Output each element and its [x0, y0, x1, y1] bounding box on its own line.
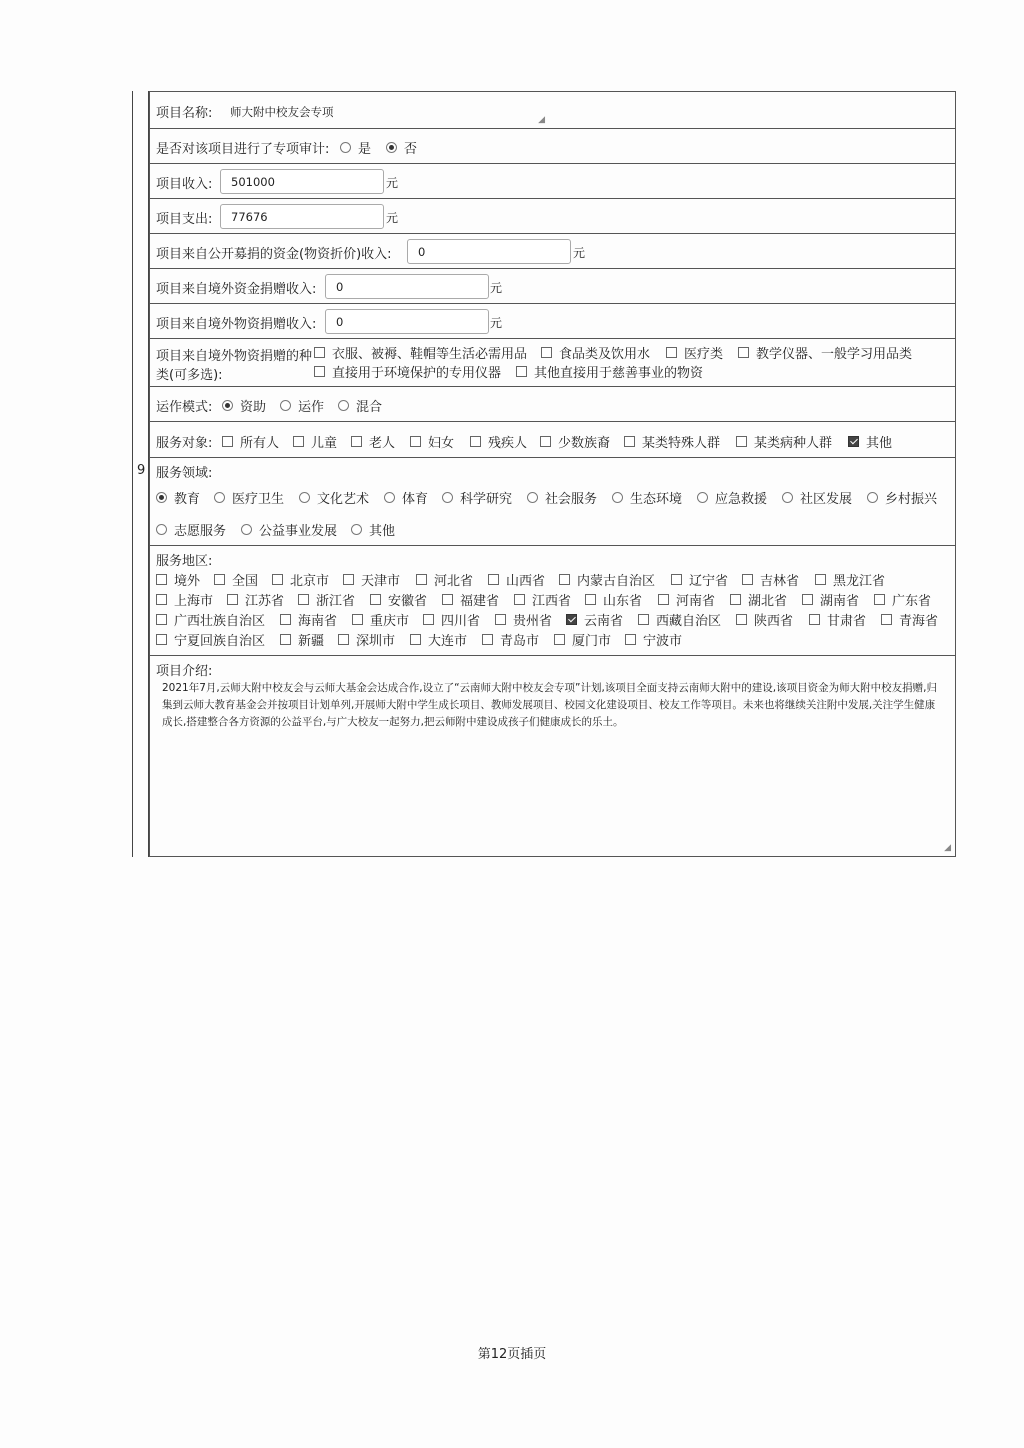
project-name-row: [149, 91, 956, 128]
radio-icon[interactable]: [222, 400, 233, 411]
region-option-tianjin[interactable]: 天津市: [343, 570, 400, 589]
region-option-jilin[interactable]: 吉林省: [742, 570, 799, 589]
region-option-yunnan[interactable]: 云南省: [566, 610, 623, 629]
goods-option-daily-necessities[interactable]: 衣服、被褥、鞋帽等生活必需用品: [314, 343, 527, 362]
foreign-goods-unit: 元: [490, 316, 503, 330]
checkbox-icon[interactable]: [222, 436, 233, 447]
field-option-culture-arts[interactable]: 文化艺术: [299, 488, 369, 507]
checkbox-icon[interactable]: [541, 347, 552, 358]
checkbox-icon[interactable]: [370, 594, 381, 605]
region-option-ningbo[interactable]: 宁波市: [625, 630, 682, 649]
checkbox-icon[interactable]: [343, 574, 354, 585]
radio-icon[interactable]: [299, 492, 310, 503]
checkbox-icon[interactable]: [658, 594, 669, 605]
expense-label: 项目支出:: [156, 212, 213, 227]
checkbox-icon[interactable]: [338, 634, 349, 645]
region-option-chongqing[interactable]: 重庆市: [352, 610, 409, 629]
target-option-women[interactable]: 妇女: [410, 432, 454, 451]
field-option-ecology[interactable]: 生态环境: [612, 488, 682, 507]
service-target-row: [149, 421, 956, 457]
checkbox-icon[interactable]: [624, 436, 635, 447]
region-option-heilongjiang[interactable]: 黑龙江省: [815, 570, 885, 589]
checkbox-icon[interactable]: [156, 594, 167, 605]
goods-types-row: [149, 338, 956, 386]
checkbox-icon[interactable]: [482, 634, 493, 645]
checkbox-checked-icon[interactable]: [566, 614, 577, 625]
checkbox-icon[interactable]: [638, 614, 649, 625]
radio-icon[interactable]: [351, 524, 362, 535]
region-option-hainan[interactable]: 海南省: [280, 610, 337, 629]
radio-icon[interactable]: [697, 492, 708, 503]
target-option-ethnic-minorities[interactable]: 少数族裔: [540, 432, 610, 451]
checkbox-icon[interactable]: [514, 594, 525, 605]
region-option-dalian[interactable]: 大连市: [410, 630, 467, 649]
region-option-inner-mongolia[interactable]: 内蒙古自治区: [559, 570, 655, 589]
region-option-xinjiang[interactable]: 新疆: [280, 630, 324, 649]
field-option-healthcare[interactable]: 医疗卫生: [214, 488, 284, 507]
field-option-social-services[interactable]: 社会服务: [527, 488, 597, 507]
radio-icon[interactable]: [867, 492, 878, 503]
checkbox-checked-icon[interactable]: [848, 436, 859, 447]
target-option-special-groups[interactable]: 某类特殊人群: [624, 432, 720, 451]
checkbox-icon[interactable]: [495, 614, 506, 625]
region-option-overseas[interactable]: 境外: [156, 570, 200, 589]
field-option-community-development[interactable]: 社区发展: [782, 488, 852, 507]
radio-icon[interactable]: [241, 524, 252, 535]
field-option-public-welfare[interactable]: 公益事业发展: [241, 520, 337, 539]
income-input[interactable]: 501000: [220, 169, 384, 194]
public-fund-row: [149, 233, 956, 268]
public-fund-label: 项目来自公开募捐的资金(物资折价)收入:: [156, 247, 392, 262]
checkbox-icon[interactable]: [410, 436, 421, 447]
public-fund-input[interactable]: 0: [407, 239, 571, 264]
radio-icon[interactable]: [214, 492, 225, 503]
mode-option-mixed[interactable]: 混合: [338, 396, 382, 415]
checkbox-icon[interactable]: [156, 574, 167, 585]
service-target-label: 服务对象:: [156, 436, 213, 451]
region-option-shanxi[interactable]: 山西省: [488, 570, 545, 589]
region-option-zhejiang[interactable]: 浙江省: [298, 590, 355, 609]
region-option-liaoning[interactable]: 辽宁省: [671, 570, 728, 589]
region-option-shaanxi[interactable]: 陕西省: [736, 610, 793, 629]
checkbox-icon[interactable]: [809, 614, 820, 625]
checkbox-icon[interactable]: [742, 574, 753, 585]
target-option-disease-groups[interactable]: 某类病种人群: [736, 432, 832, 451]
audit-option-yes[interactable]: 是: [340, 138, 371, 157]
checkbox-icon[interactable]: [314, 366, 325, 377]
region-option-qingdao[interactable]: 青岛市: [482, 630, 539, 649]
region-option-henan[interactable]: 河南省: [658, 590, 715, 609]
checkbox-icon[interactable]: [736, 436, 747, 447]
expense-row: [149, 198, 956, 233]
expense-unit: 元: [386, 211, 399, 225]
field-option-sports[interactable]: 体育: [384, 488, 428, 507]
field-option-volunteer-service[interactable]: 志愿服务: [156, 520, 226, 539]
foreign-fund-row: [149, 268, 956, 303]
region-option-sichuan[interactable]: 四川省: [423, 610, 480, 629]
checkbox-icon[interactable]: [540, 436, 551, 447]
target-option-disabled[interactable]: 残疾人: [470, 432, 527, 451]
checkbox-icon[interactable]: [625, 634, 636, 645]
radio-icon[interactable]: [782, 492, 793, 503]
foreign-fund-unit: 元: [490, 281, 503, 295]
region-option-ningxia[interactable]: 宁夏回族自治区: [156, 630, 265, 649]
target-option-other[interactable]: 其他: [848, 432, 892, 451]
resize-grip-icon[interactable]: ◢: [944, 843, 951, 853]
field-option-other[interactable]: 其他: [351, 520, 395, 539]
region-option-qinghai[interactable]: 青海省: [881, 610, 938, 629]
income-label: 项目收入:: [156, 177, 213, 192]
goods-option-food-water[interactable]: 食品类及饮用水: [541, 343, 650, 362]
foreign-goods-row: [149, 303, 956, 338]
region-option-guizhou[interactable]: 贵州省: [495, 610, 552, 629]
checkbox-icon[interactable]: [802, 594, 813, 605]
region-option-nationwide[interactable]: 全国: [214, 570, 258, 589]
project-intro-textarea[interactable]: 2021年7月,云师大附中校友会与云师大基金会达成合作,设立了“云南师大附中校友会专项”计划,该项目全面支持云南师大附中的建设,该项目资金为师大附中校友捐赠,归集到云师大教育基金会并按项目计划单列,开展师大附中学生成长项目、教师发展项目、校园文化建设项目、校友工作等项目。未来也将继续关注附中发展,关注学生健康成长,搭建整合各方资源的公益平台,与广大校友一起努力,把云师附中建设成孩子们健康成长的乐土。: [162, 682, 937, 728]
region-option-hubei[interactable]: 湖北省: [730, 590, 787, 609]
checkbox-icon[interactable]: [881, 614, 892, 625]
target-option-everyone[interactable]: 所有人: [222, 432, 279, 451]
service-region-label: 服务地区:: [156, 554, 213, 569]
income-row: [149, 163, 956, 198]
checkbox-icon[interactable]: [214, 574, 225, 585]
goods-option-environment-equipment[interactable]: 直接用于环境保护的专用仪器: [314, 362, 501, 381]
operation-mode-label: 运作模式:: [156, 400, 213, 415]
service-field-label: 服务领域:: [156, 466, 213, 481]
project-form: [132, 91, 956, 857]
project-intro-row: [149, 655, 956, 857]
target-option-children[interactable]: 儿童: [293, 432, 337, 451]
mode-option-funding[interactable]: 资助: [222, 396, 266, 415]
region-option-gansu[interactable]: 甘肃省: [809, 610, 866, 629]
region-option-shanghai[interactable]: 上海市: [156, 590, 213, 609]
checkbox-icon[interactable]: [442, 594, 453, 605]
checkbox-icon[interactable]: [666, 347, 677, 358]
goods-option-medical[interactable]: 医疗类: [666, 343, 723, 362]
region-option-jiangxi[interactable]: 江西省: [514, 590, 571, 609]
foreign-goods-input[interactable]: 0: [325, 309, 489, 334]
project-name-label: 项目名称:: [156, 106, 213, 121]
checkbox-icon[interactable]: [272, 574, 283, 585]
index-column: [133, 91, 149, 857]
checkbox-icon[interactable]: [730, 594, 741, 605]
checkbox-icon[interactable]: [815, 574, 826, 585]
region-option-xiamen[interactable]: 厦门市: [554, 630, 611, 649]
mode-option-operating[interactable]: 运作: [280, 396, 324, 415]
region-option-anhui[interactable]: 安徽省: [370, 590, 427, 609]
checkbox-icon[interactable]: [470, 436, 481, 447]
region-option-hebei[interactable]: 河北省: [416, 570, 473, 589]
public-fund-unit: 元: [573, 246, 586, 260]
checkbox-icon[interactable]: [352, 614, 363, 625]
goods-option-other-charity-goods[interactable]: 其他直接用于慈善事业的物资: [516, 362, 703, 381]
target-option-elderly[interactable]: 老人: [351, 432, 395, 451]
project-intro-label: 项目介绍:: [156, 664, 213, 679]
audit-label: 是否对该项目进行了专项审计:: [156, 142, 330, 157]
region-option-fujian[interactable]: 福建省: [442, 590, 499, 609]
region-option-beijing[interactable]: 北京市: [272, 570, 329, 589]
row-number: 9: [137, 463, 146, 478]
radio-icon[interactable]: [612, 492, 623, 503]
radio-icon[interactable]: [527, 492, 538, 503]
checkbox-icon[interactable]: [298, 594, 309, 605]
expense-input[interactable]: 77676: [220, 204, 384, 229]
region-option-shandong[interactable]: 山东省: [585, 590, 642, 609]
field-option-rural-revitalization[interactable]: 乡村振兴: [867, 488, 937, 507]
region-option-tibet[interactable]: 西藏自治区: [638, 610, 721, 629]
region-option-guangdong[interactable]: 广东省: [874, 590, 931, 609]
goods-option-teaching-supplies[interactable]: 教学仪器、一般学习用品类: [738, 343, 912, 362]
checkbox-icon[interactable]: [488, 574, 499, 585]
foreign-fund-label: 项目来自境外资金捐赠收入:: [156, 282, 317, 297]
resize-grip-icon[interactable]: ◢: [538, 115, 545, 125]
region-option-guangxi[interactable]: 广西壮族自治区: [156, 610, 265, 629]
checkbox-icon[interactable]: [351, 436, 362, 447]
checkbox-icon[interactable]: [293, 436, 304, 447]
region-option-jiangsu[interactable]: 江苏省: [227, 590, 284, 609]
checkbox-icon[interactable]: [736, 614, 747, 625]
checkbox-icon[interactable]: [156, 614, 167, 625]
region-option-shenzhen[interactable]: 深圳市: [338, 630, 395, 649]
checkbox-icon[interactable]: [423, 614, 434, 625]
operation-mode-row: [149, 386, 956, 421]
checkbox-icon[interactable]: [738, 347, 749, 358]
project-name-field[interactable]: 师大附中校友会专项: [230, 105, 334, 119]
goods-types-label-line2: 类(可多选):: [156, 368, 223, 383]
radio-icon[interactable]: [156, 492, 167, 503]
service-region-row: [149, 545, 956, 655]
radio-icon[interactable]: [386, 142, 397, 153]
checkbox-icon[interactable]: [416, 574, 427, 585]
radio-icon[interactable]: [340, 142, 351, 153]
checkbox-icon[interactable]: [516, 366, 527, 377]
goods-types-label-line1: 项目来自境外物资捐赠的种: [156, 349, 313, 364]
checkbox-icon[interactable]: [156, 634, 167, 645]
checkbox-icon[interactable]: [874, 594, 885, 605]
checkbox-icon[interactable]: [585, 594, 596, 605]
radio-icon[interactable]: [156, 524, 167, 535]
checkbox-icon[interactable]: [314, 347, 325, 358]
checkbox-icon[interactable]: [280, 634, 291, 645]
foreign-fund-input[interactable]: 0: [325, 274, 489, 299]
field-option-scientific-research[interactable]: 科学研究: [442, 488, 512, 507]
audit-option-no[interactable]: 否: [386, 138, 417, 157]
checkbox-icon[interactable]: [559, 574, 570, 585]
page-footer: 第12页插页: [477, 1347, 547, 1362]
checkbox-icon[interactable]: [410, 634, 421, 645]
checkbox-icon[interactable]: [671, 574, 682, 585]
service-field-row: [149, 457, 956, 545]
radio-icon[interactable]: [338, 400, 349, 411]
field-option-education[interactable]: 教育: [156, 488, 200, 507]
checkbox-icon[interactable]: [227, 594, 238, 605]
radio-icon[interactable]: [384, 492, 395, 503]
checkbox-icon[interactable]: [280, 614, 291, 625]
radio-icon[interactable]: [280, 400, 291, 411]
checkbox-icon[interactable]: [554, 634, 565, 645]
audit-row: [149, 128, 956, 163]
foreign-goods-label: 项目来自境外物资捐赠收入:: [156, 317, 317, 332]
income-unit: 元: [386, 176, 399, 190]
field-option-emergency-rescue[interactable]: 应急救援: [697, 488, 767, 507]
region-option-hunan[interactable]: 湖南省: [802, 590, 859, 609]
radio-icon[interactable]: [442, 492, 453, 503]
